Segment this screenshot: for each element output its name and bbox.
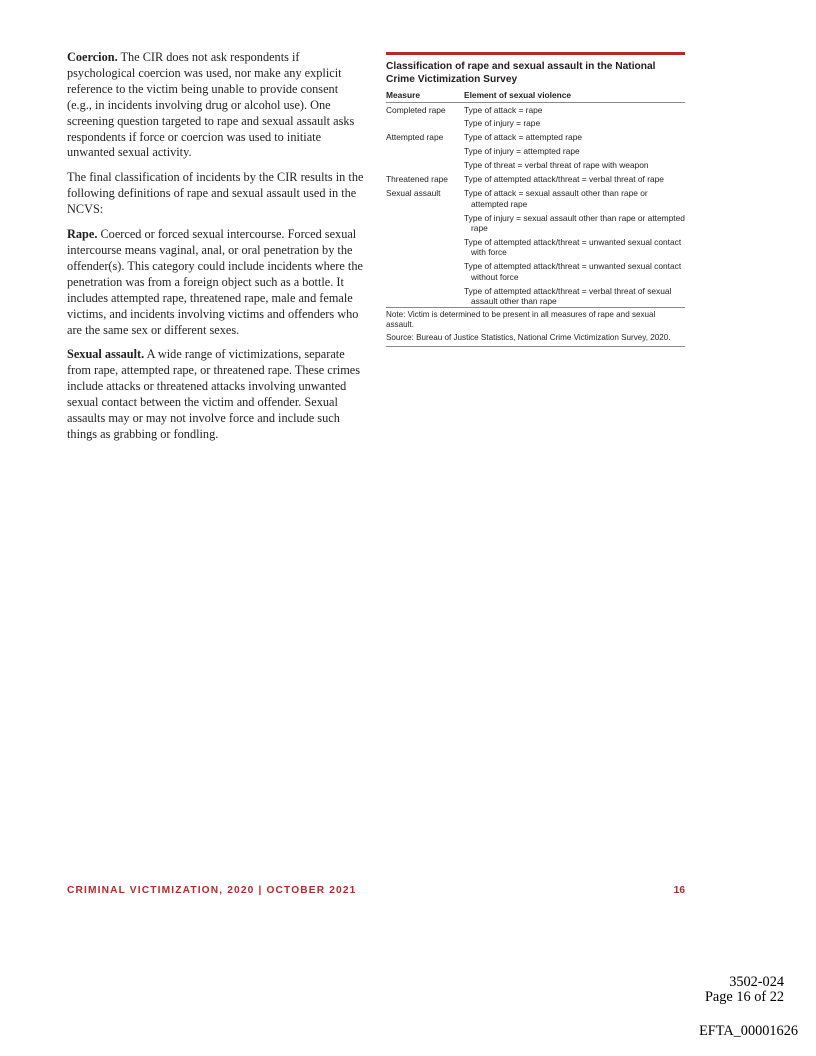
table-row — [386, 129, 685, 171]
element-item: Type of injury = rape — [464, 118, 541, 129]
table-source: Source: Bureau of Justice Statistics, National Crime Victimization Survey, 2020. — [386, 332, 671, 342]
classification-sidebar — [386, 52, 685, 347]
rape-lead: Rape. — [67, 227, 98, 242]
table-notes — [386, 310, 685, 342]
table-header — [386, 90, 685, 103]
element-item: Type of injury = sexual assault other than rape or attempted rape — [464, 212, 685, 233]
final-classification-paragraph: The final classification of incidents by the CIR results in the following definitions of rape and sexual assault used in the NCVS: — [67, 170, 364, 217]
element-item: Type of attack = attempted rape — [464, 132, 583, 143]
measure-cell — [386, 129, 464, 171]
measure-label: Threatened rape — [386, 174, 448, 185]
element-cell — [464, 103, 685, 129]
element-item: Type of attack = sexual assault other than rape or attempted rape — [464, 188, 648, 209]
stamp-page-of: Page 16 of 22 — [704, 989, 784, 1005]
footer-publication: CRIMINAL VICTIMIZATION, 2020 | OCTOBER 2021 — [67, 885, 357, 896]
table-row — [386, 171, 685, 185]
element-item: Type of injury = attempted rape — [464, 146, 580, 157]
element-item: Type of attempted attack/threat = unwanted sexual contact without force — [464, 261, 682, 282]
table-bottom-rule — [386, 307, 685, 308]
table-row — [386, 185, 685, 306]
measure-cell — [386, 171, 464, 185]
sexual-assault-text: A wide range of victimizations, separate from rape, attempted rape, or threatened rape. These crimes include attacks or threatened attacks involving unwanted sexual contact between the victim and offender. Sexual assaults may or may not involve force and include such things as grabbing or fondling. — [67, 347, 361, 441]
table-body — [386, 103, 685, 307]
document-stamp — [705, 975, 784, 1005]
measure-label: Attempted rape — [386, 132, 444, 143]
measure-label: Sexual assault — [386, 188, 441, 199]
element-cell — [464, 129, 685, 171]
stamp-doc-id: 3502-024 — [729, 974, 784, 990]
sidebar-accent-bar — [386, 52, 685, 55]
table-row — [386, 103, 685, 129]
rape-paragraph — [67, 227, 365, 338]
rape-text: Coerced or forced sexual intercourse. Forced sexual intercourse means vaginal, anal, or oral penetration by the offender(s). This category could include incidents where the penetration was from a foreign object such as a bottle. It includes attempted rape, threatened rape, male and female victims, and incidents involving victims and offenders who are the same sex or different sexes. — [67, 227, 363, 337]
element-item: Type of threat = verbal threat of rape with weapon — [464, 160, 649, 171]
coercion-paragraph — [67, 50, 365, 161]
table-note: Note: Victim is determined to be present in all measures of rape and sexual assault. — [386, 310, 656, 329]
sexual-assault-paragraph — [67, 347, 365, 442]
sidebar-title: Classification of rape and sexual assault in the National Crime Victimization Survey — [386, 61, 656, 85]
element-item: Type of attempted attack/threat = unwanted sexual contact with force — [464, 236, 682, 258]
measure-cell — [386, 185, 464, 306]
measure-cell — [386, 103, 464, 129]
element-cell — [464, 185, 685, 306]
element-item: Type of attack = rape — [464, 104, 543, 115]
body-text-column — [67, 50, 365, 452]
footer-page-number: 16 — [673, 885, 685, 896]
measure-label: Completed rape — [386, 104, 446, 115]
element-item: Type of attempted attack/threat = verbal threat of sexual assault other than rape — [464, 285, 672, 306]
measure-column-header: Measure — [386, 90, 420, 100]
sexual-assault-lead: Sexual assault. — [67, 347, 145, 362]
element-column-header: Element of sexual violence — [464, 90, 572, 100]
element-cell — [464, 171, 685, 185]
coercion-text: The CIR does not ask respondents if psychological coercion was used, nor make any explicit reference to the victim being unable to provide consent (e.g., in incidents involving drug or alcohol use). One screening question targeted to rape and sexual assault asks respondents if force or coercion was used to initiate unwanted sexual activity. — [67, 50, 355, 160]
notes-bottom-rule — [386, 346, 685, 347]
coercion-lead: Coercion. — [67, 50, 118, 64]
element-item: Type of attempted attack/threat = verbal threat of rape — [464, 174, 664, 185]
bates-number: EFTA_00001626 — [699, 1023, 798, 1039]
